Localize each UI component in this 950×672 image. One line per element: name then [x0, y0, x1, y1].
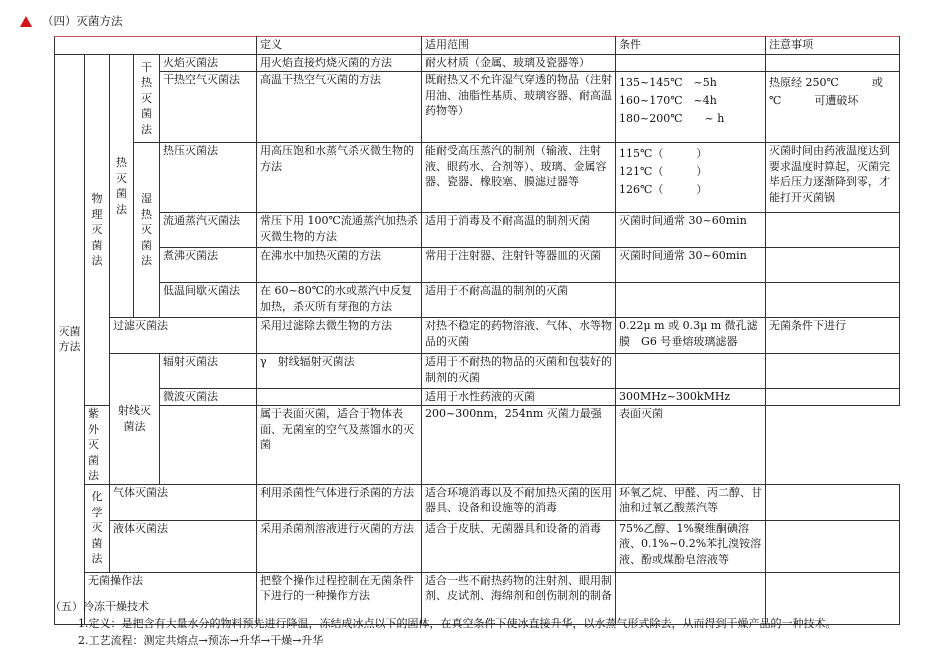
method-scope: 常用于注射器、注射针等器皿的灭菌: [422, 248, 616, 283]
method-definition: 常压下用 100℃流通蒸汽加热杀灭微生物的方法: [257, 213, 422, 248]
method-definition: 利用杀菌性气体进行杀菌的方法: [257, 484, 422, 520]
header-definition: 定义: [257, 37, 422, 55]
footer-title: （五）冷冻干燥技术: [50, 600, 149, 613]
method-notes: [766, 55, 900, 72]
footer-definition: 1.定义：是把含有大量水分的物料预先进行降温，冻结成冰点以下的固体，在真空条件下使冰直接升华，以水蒸气形式除去，从而得到干燥产品的一种技术。: [78, 617, 837, 630]
table-header-row: [55, 37, 900, 55]
method-condition: 灭菌时间通常 30~60min: [616, 213, 766, 248]
method-name: 干热空气灭菌法: [160, 72, 257, 143]
table-row: [55, 213, 900, 248]
header-notes: 注意事项: [766, 37, 900, 55]
condition-line: 180~200℃ ~ h: [619, 112, 725, 125]
method-definition: 高温干热空气灭菌的方法: [257, 72, 422, 143]
method-notes: [766, 354, 900, 389]
method-notes: [766, 389, 900, 406]
header-scope: 适用范围: [422, 37, 616, 55]
method-scope: 适合环境消毒以及不耐加热灭菌的医用器具、设备和设施等的消毒: [422, 484, 616, 520]
group-chemical: 化学灭菌法: [85, 484, 110, 572]
table-row: [55, 484, 900, 520]
table-row: [55, 389, 900, 406]
group-dry-heat: 干热灭菌法: [134, 55, 160, 143]
method-definition: 采用杀菌剂溶液进行灭菌的方法: [257, 520, 422, 572]
red-triangle-icon: [20, 16, 32, 27]
method-name: 紫外灭菌法: [85, 406, 110, 485]
method-name: 气体灭菌法: [110, 484, 257, 520]
group-sterilization-method: 灭菌方法: [55, 55, 85, 625]
method-scope: 适合一些不耐热药物的注射剂、眼用制剂、皮试剂、海绵剂和创伤制剂的制备: [422, 572, 616, 624]
table-row: [55, 72, 900, 143]
method-condition: 300MHz~300kMHz: [616, 389, 766, 406]
method-name: 热压灭菌法: [160, 143, 257, 213]
method-scope: 适用于消毒及不耐高温的制剂灭菌: [422, 213, 616, 248]
method-definition: 用火焰直接灼烧灭菌的方法: [257, 55, 422, 72]
method-scope: 属于表面灭菌，适合于物体表面、无菌室的空气及蒸馏水的灭菌: [257, 406, 422, 485]
method-condition: [616, 354, 766, 389]
condition-line: 135~145℃ ~5h: [619, 76, 717, 89]
method-condition: 200~300nm，254nm 灭菌力最强: [422, 406, 616, 485]
table-row: [55, 283, 900, 318]
method-scope: 能耐受高压蒸汽的制剂（输液、注射液、眼药水、合剂等）、玻璃、金属容器、瓷器、橡胶塞、膜滤过器等: [422, 143, 616, 213]
method-definition: 用高压饱和水蒸气杀灭微生物的方法: [257, 143, 422, 213]
method-name: 辐射灭菌法: [160, 354, 257, 389]
method-definition: 采用过滤除去微生物的方法: [257, 318, 422, 354]
freeze-drying-section: [50, 598, 930, 649]
condition-line: 115℃（ ）: [619, 147, 708, 160]
method-name: 煮沸灭菌法: [160, 248, 257, 283]
method-name: 过滤灭菌法: [110, 318, 257, 354]
header-condition: 条件: [616, 37, 766, 55]
method-name: 流通蒸汽灭菌法: [160, 213, 257, 248]
method-condition: 75%乙醇、1%聚维酮碘溶液、0.1%~0.2%苯扎溴铵溶液、酚或煤酚皂溶液等: [616, 520, 766, 572]
table-row: [55, 248, 900, 283]
method-definition: [257, 389, 422, 406]
method-notes: [766, 520, 900, 572]
method-notes: [766, 248, 900, 283]
header-blank: [55, 37, 257, 55]
method-scope: 既耐热又不允许湿气穿透的物品（注射用油、油脂性基质、玻璃容器、耐高温药物等）: [422, 72, 616, 143]
footer-process: 2.工艺流程：测定共熔点→预冻→升华→干燥→升华: [78, 634, 324, 647]
table-row: [55, 520, 900, 572]
method-condition: 环氧乙烷、甲醛、丙二醇、甘油和过氧乙酸蒸汽等: [616, 484, 766, 520]
method-scope: 耐火材质（金属、玻璃及瓷器等）: [422, 55, 616, 72]
condition-line: 160~170℃ ~4h: [619, 94, 717, 107]
table-row: [55, 55, 900, 72]
method-name: 火焰灭菌法: [160, 55, 257, 72]
method-definition: γ 射线辐射灭菌法: [257, 354, 422, 389]
method-notes: 无菌条件下进行: [766, 318, 900, 354]
method-notes: 表面灭菌: [616, 406, 766, 485]
method-name: 无菌操作法: [85, 572, 257, 624]
method-definition: 把整个操作过程控制在无菌条件下进行的一种操作方法: [257, 572, 422, 624]
method-condition: [616, 143, 766, 213]
method-scope: 适用于不耐高温的制剂的灭菌: [422, 283, 616, 318]
method-notes: 热原经 250℃ 或 ℃ 可遭破坏: [766, 72, 900, 143]
method-notes: [766, 213, 900, 248]
method-scope: 适合于皮肤、无菌器具和设备的消毒: [422, 520, 616, 572]
method-name: 微波灭菌法: [160, 389, 257, 406]
method-condition: [616, 72, 766, 143]
method-name: 液体灭菌法: [110, 520, 257, 572]
group-radiation: 射线灭菌法: [110, 354, 160, 485]
method-notes: 灭菌时间由药液温度达到要求温度时算起，灭菌完毕后压力逐渐降到零，才能打开灭菌锅: [766, 143, 900, 213]
method-scope: 适用于水性药液的灭菌: [422, 389, 616, 406]
sterilization-table: [54, 36, 905, 625]
method-notes: [766, 283, 900, 318]
condition-line: 126℃（ ）: [619, 183, 708, 196]
section-title: （四）灭菌方法: [42, 14, 123, 28]
method-condition: [616, 283, 766, 318]
method-condition: [616, 55, 766, 72]
method-scope: 适用于不耐热的物品的灭菌和包装好的制剂的灭菌: [422, 354, 616, 389]
table-row: [55, 318, 900, 354]
method-condition: 0.22μ m 或 0.3μ m 微孔滤膜 G6 号垂熔玻璃滤器: [616, 318, 766, 354]
group-heat: 热灭菌法: [110, 55, 134, 318]
method-definition: 在沸水中加热灭菌的方法: [257, 248, 422, 283]
table-row: [55, 406, 900, 485]
method-condition: 灭菌时间通常 30~60min: [616, 248, 766, 283]
method-name: 低温间歇灭菌法: [160, 283, 257, 318]
method-definition: 在 60~80℃的水或蒸汽中反复加热，杀灭所有芽孢的方法: [257, 283, 422, 318]
section-heading: [20, 14, 123, 28]
table-row: [55, 354, 900, 389]
table-row: [55, 143, 900, 213]
method-definition: [160, 406, 257, 485]
method-notes: [766, 484, 900, 520]
group-moist-heat: 湿热灭菌法: [134, 143, 160, 318]
group-physical: 物理灭菌法: [85, 55, 110, 406]
method-scope: 对热不稳定的药物溶液、气体、水等物品的灭菌: [422, 318, 616, 354]
condition-line: 121℃（ ）: [619, 165, 708, 178]
